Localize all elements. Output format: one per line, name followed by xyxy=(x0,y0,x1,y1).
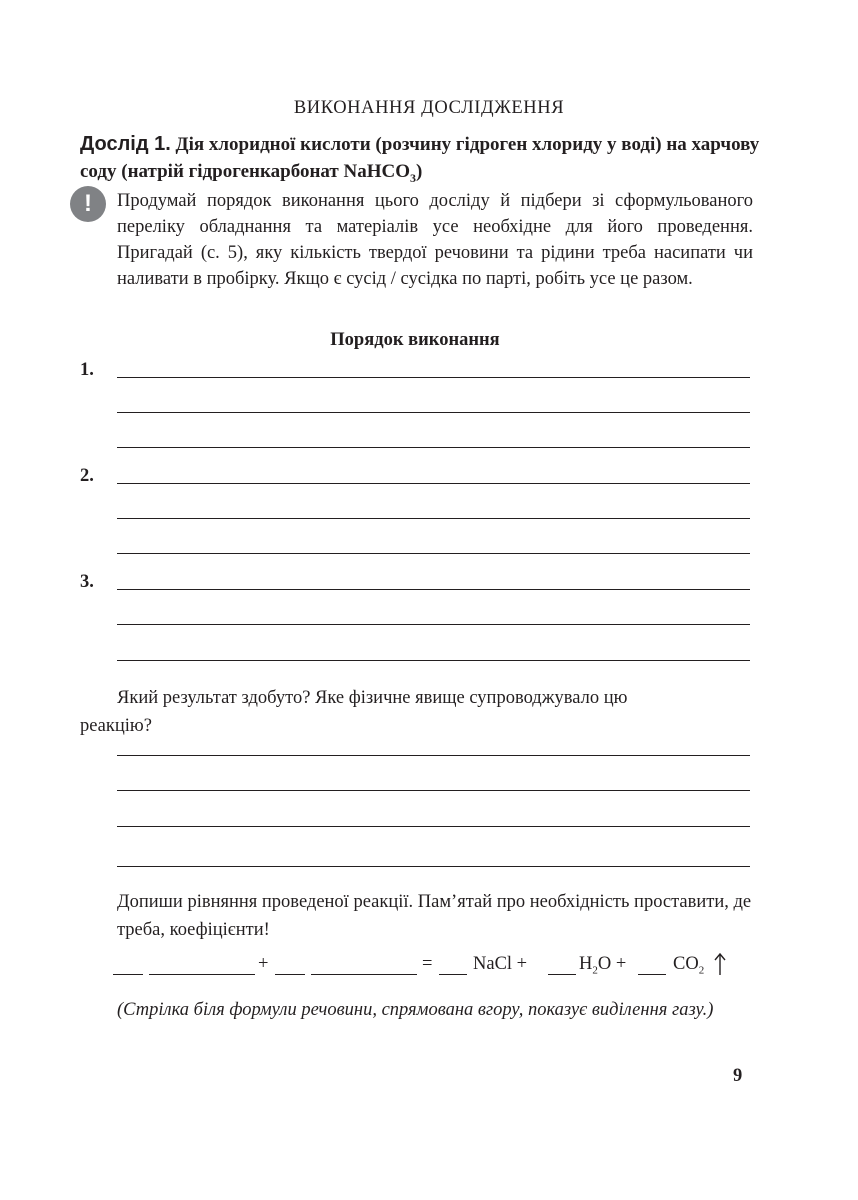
step-number-3: 3. xyxy=(80,572,94,592)
answer-line[interactable] xyxy=(117,589,750,590)
answer-line[interactable] xyxy=(117,755,750,756)
answer-line[interactable] xyxy=(117,826,750,827)
co2-co: CO xyxy=(673,954,699,974)
co2-formula xyxy=(673,954,704,977)
note-text: (Стрілка біля формули речовини, спрямована вгору, показує виділення газу.) xyxy=(117,1000,714,1020)
water-formula xyxy=(579,954,626,977)
water-h: H xyxy=(579,954,593,974)
question-line-2: реакцію? xyxy=(80,716,152,736)
plus-sign: + xyxy=(258,954,269,974)
order-title: Порядок виконання xyxy=(330,330,500,350)
exclamation-icon: ! xyxy=(70,186,106,222)
water-subscript: 2 xyxy=(592,964,598,977)
answer-line[interactable] xyxy=(117,412,750,413)
experiment-title-end: ) xyxy=(416,161,423,182)
question-line-1: Який результат здобуто? Яке фізичне явище супроводжувало цю xyxy=(117,688,628,708)
equation-task: Допиши рівняння проведеної реакції. Пам’ятай про необхідність проставити, де треба, коефіцієнти! xyxy=(117,892,752,940)
answer-line[interactable] xyxy=(117,624,750,625)
formula-blank[interactable] xyxy=(311,974,417,975)
answer-line[interactable] xyxy=(117,553,750,554)
coefficient-blank[interactable] xyxy=(275,974,305,975)
answer-line[interactable] xyxy=(117,447,750,448)
instruction-text: Продумай порядок виконання цього досліду й підбери зі сформульованого переліку обладнання та матеріалів усе необхідне для його проведення. Пригадай (с. 5), яку кількість твердої речовини та рідини треба насипати чи наливати в пробірку. Якщо є сусід / сусідка по парті, робіть усе це разом. xyxy=(117,191,753,289)
experiment-number: Дослід 1. xyxy=(80,133,171,155)
equals-sign: = xyxy=(422,954,433,974)
step-number-2: 2. xyxy=(80,466,94,486)
page-number: 9 xyxy=(733,1066,743,1086)
answer-line[interactable] xyxy=(117,518,750,519)
arrow-up-icon xyxy=(713,952,727,976)
coefficient-blank[interactable] xyxy=(638,974,666,975)
coefficient-blank[interactable] xyxy=(548,974,576,975)
section-title: ВИКОНАННЯ ДОСЛІДЖЕННЯ xyxy=(293,98,565,118)
answer-line[interactable] xyxy=(117,660,750,661)
answer-line[interactable] xyxy=(117,483,750,484)
reaction-equation xyxy=(113,954,753,980)
coefficient-blank[interactable] xyxy=(439,974,467,975)
nacl-formula: NaCl + xyxy=(473,954,528,974)
answer-line[interactable] xyxy=(117,377,750,378)
experiment-title-text: Дія хлоридної кислоти (розчину гідроген хлориду у воді) на харчову соду (натрій гідрогенкарбонат NaHCO xyxy=(80,134,760,182)
step-number-1: 1. xyxy=(80,360,94,380)
water-o-plus: O + xyxy=(597,954,627,974)
result-question xyxy=(80,684,753,740)
formula-blank[interactable] xyxy=(149,974,255,975)
coefficient-blank[interactable] xyxy=(113,974,143,975)
formula-subscript: 3 xyxy=(410,170,416,185)
answer-line[interactable] xyxy=(117,866,750,867)
experiment-title xyxy=(80,131,760,192)
answer-line[interactable] xyxy=(117,790,750,791)
co2-subscript: 2 xyxy=(698,964,705,977)
